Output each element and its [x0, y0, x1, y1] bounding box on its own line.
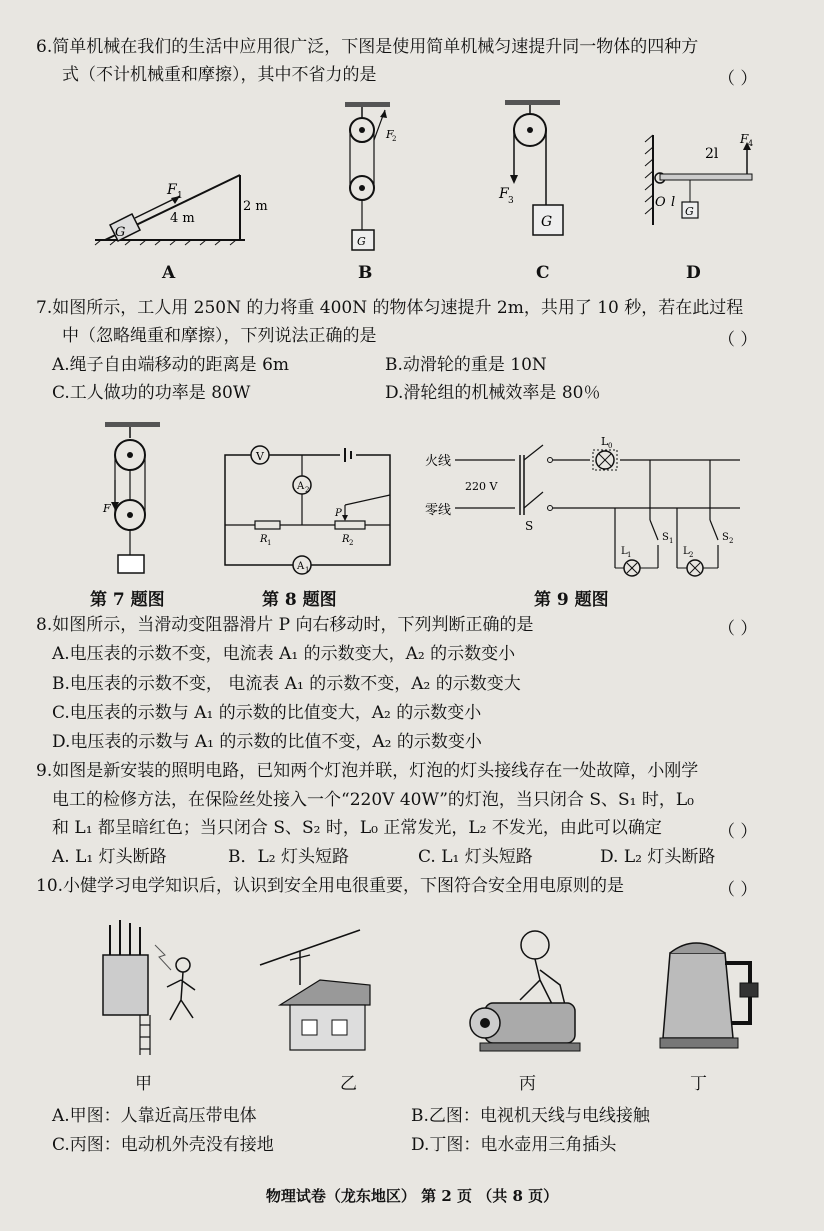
q6-answer-blank: （ ） [718, 69, 758, 89]
q10-pic-label-jia: 甲 [135, 1074, 152, 1094]
q9-option-c: C. L₁ 灯头短路 [418, 847, 533, 867]
q6-option-c: C [536, 263, 550, 283]
q9-answer-blank: （ ） [718, 822, 758, 842]
fig8-ammeter2-sub: 2 [305, 486, 310, 494]
q10-pic-label-yi: 乙 [340, 1074, 357, 1094]
q10-pic-ding-kettle [655, 928, 765, 1053]
fig-d-force-sub: 4 [748, 139, 754, 148]
q10-pic-label-bing: 丙 [519, 1074, 536, 1094]
q6-option-a: A [162, 263, 176, 283]
fig-a-force-sub: 1 [177, 191, 183, 201]
q10-stem: 10.小健学习电学知识后，认识到安全用电很重要，下图符合安全用电原则的是 [36, 876, 625, 896]
fig9-s2: S [722, 532, 729, 543]
q10-pic-yi-house-antenna [260, 925, 380, 1055]
fig9-s1: S [662, 532, 669, 543]
fig8-r2-sub: 2 [349, 539, 354, 547]
fig9-caption: 第 9 题图 [534, 590, 609, 610]
q9-stem-line1: 9.如图是新安装的照明电路，已知两个灯泡并联，灯泡的灯头接线存在一处故障，小刚学 [36, 761, 699, 781]
q6-stem-line2: 式（不计机械重和摩擦），其中不省力的是 [62, 65, 377, 85]
q10-option-c: C.丙图：电动机外壳没有接地 [52, 1135, 274, 1155]
fig9-switch: S [525, 519, 534, 533]
q10-pic-bing-motor [465, 925, 595, 1055]
fig7-caption: 第 7 题图 [90, 590, 165, 610]
q9-option-d: D. L₂ 灯头断路 [600, 847, 716, 867]
q7-stem-line1: 7.如图所示，工人用 250N 的力将重 400N 的物体匀速提升 2m，共用了 10 秒，若在此过程 [36, 298, 744, 318]
fig9-l2-sub: 2 [689, 551, 694, 559]
q10-answer-blank: （ ） [718, 880, 758, 900]
fig7-pulley-block [100, 420, 170, 580]
q8-option-b: B.电压表的示数不变， 电流表 A₁ 的示数不变，A₂ 的示数变大 [52, 674, 521, 694]
fig-d-arm2: 2l [705, 146, 719, 162]
fig8-r2: R [342, 534, 350, 545]
fig8-r1-sub: 1 [267, 539, 272, 547]
q10-pic-label-ding: 丁 [690, 1074, 707, 1094]
q10-option-b: B.乙图：电视机天线与电线接触 [411, 1106, 650, 1126]
q6-fig-d-lever [635, 130, 765, 230]
fig9-lighting-circuit [425, 430, 755, 585]
fig-d-weight: G [685, 205, 694, 218]
q10-option-d: D.丁图：电水壶用三角插头 [411, 1135, 617, 1155]
q7-option-a: A.绳子自由端移动的距离是 6m [52, 355, 290, 375]
fig8-ammeter2: A [297, 481, 305, 492]
fig9-voltage: 220 V [465, 480, 498, 493]
fig-d-force: F [740, 132, 749, 146]
q6-stem-line1: 6.简单机械在我们的生活中应用很广泛，下图是使用简单机械匀速提升同一物体的四种方 [36, 37, 699, 57]
q6-option-b: B [358, 263, 373, 283]
fig-d-arm1: l [671, 195, 676, 210]
q6-fig-c-pulley [495, 100, 575, 240]
q7-option-c: C.工人做功的功率是 80W [52, 383, 251, 403]
q8-stem: 8.如图所示，当滑动变阻器滑片 P 向右移动时，下列判断正确的是 [36, 615, 534, 635]
fig9-s2-sub: 2 [729, 537, 734, 545]
page-footer: 物理试卷（龙东地区） 第 2 页 （共 8 页） [265, 1187, 559, 1205]
q7-answer-blank: （ ） [718, 330, 758, 350]
q8-answer-blank: （ ） [718, 619, 758, 639]
fig9-live-label: 火线 [425, 454, 452, 469]
fig-b-force-sub: 2 [392, 135, 397, 143]
q9-option-a: A. L₁ 灯头断路 [52, 847, 167, 867]
q9-stem-line2: 电工的检修方法，在保险丝处接入一个“220V 40W”的灯泡，当只闭合 S、S₁ 时，L₀ [52, 790, 694, 810]
fig-a-height: 2 m [243, 199, 268, 214]
q7-stem-line2: 中（忽略绳重和摩擦），下列说法正确的是 [62, 326, 377, 346]
fig-c-force: F [499, 186, 509, 202]
q10-option-a: A.甲图：人靠近高压带电体 [52, 1106, 257, 1126]
fig8-ammeter1: A [297, 561, 305, 572]
q6-fig-b-pulley [340, 100, 400, 250]
fig9-l1-sub: 1 [627, 551, 632, 559]
q7-option-b: B.动滑轮的重是 10N [385, 355, 547, 375]
fig-c-weight: G [541, 214, 553, 230]
fig8-ammeter1-sub: 1 [305, 566, 310, 574]
fig-a-length: 4 m [170, 211, 195, 226]
q6-fig-a-incline [95, 170, 275, 250]
fig8-r1: R [260, 534, 268, 545]
fig9-l1: L [621, 546, 628, 557]
fig-b-weight: G [357, 235, 366, 248]
fig-c-force-sub: 3 [508, 196, 514, 206]
fig-b-force: F [386, 128, 394, 141]
q8-option-a: A.电压表的示数不变，电流表 A₁ 的示数变大，A₂ 的示数变小 [52, 644, 516, 664]
q9-stem-line3: 和 L₁ 都呈暗红色；当只闭合 S、S₂ 时，L₀ 正常发光，L₂ 不发光，由此可以确定 [52, 818, 662, 838]
fig9-neutral-label: 零线 [425, 503, 452, 518]
fig-a-weight: G [115, 225, 126, 240]
q8-option-d: D.电压表的示数与 A₁ 的示数的比值不变，A₂ 的示数变小 [52, 732, 482, 752]
fig9-l0-sub: 0 [608, 442, 613, 450]
q8-option-c: C.电压表的示数与 A₁ 的示数的比值变大，A₂ 的示数变小 [52, 703, 482, 723]
q7-option-d: D.滑轮组的机械效率是 80％ [385, 383, 601, 403]
q10-pic-jia-high-voltage [95, 915, 205, 1055]
fig8-voltmeter: V [256, 450, 264, 463]
fig9-l0: L [601, 435, 609, 448]
fig7-force-label: F [103, 502, 111, 515]
fig8-circuit [220, 440, 400, 580]
q9-option-b: B．L₂ 灯头短路 [228, 847, 350, 867]
fig9-s1-sub: 1 [669, 537, 674, 545]
fig-a-force: F [167, 182, 177, 198]
q6-option-d: D [686, 263, 701, 283]
fig-d-pivot: O [655, 195, 666, 210]
fig8-caption: 第 8 题图 [262, 590, 337, 610]
fig9-l2: L [683, 546, 690, 557]
fig8-slider-p: P [335, 508, 342, 519]
